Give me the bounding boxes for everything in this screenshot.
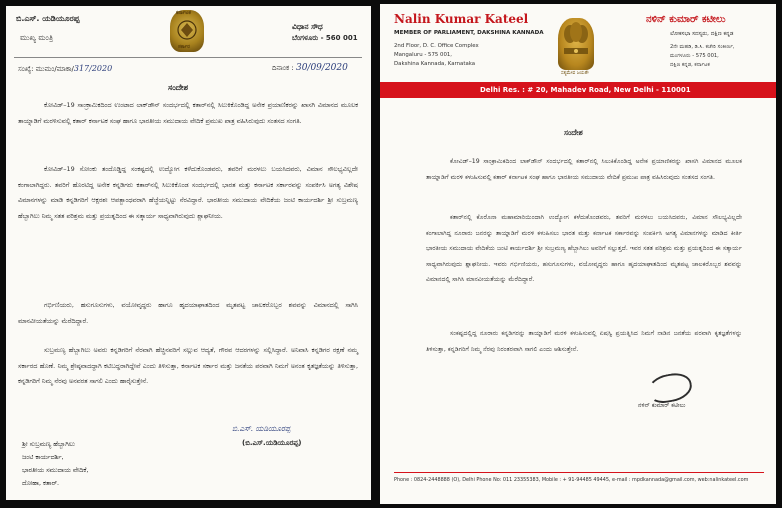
address-line: ದಕ್ಷಿಣ ಕನ್ನಡ, ಕರ್ನಾಟಕ [670, 62, 710, 68]
ref-label: ಸಂಖ್ಯೆ: ಮುಮಂ/ಮಾಕಾ/ [18, 65, 74, 73]
address-line-1: ವಿಧಾನ ಸೌಧ [292, 22, 323, 31]
recipient-line: ಜಂಟಿ ಕಾರ್ಯದರ್ಶಿ, [22, 453, 64, 461]
signatory-name: (ಬಿ.ಎಸ್.ಯಡಿಯೂರಪ್ಪ) [242, 439, 302, 447]
emblem-motto: ಸತ್ಯಮೇವ ಜಯತೇ [561, 71, 589, 76]
mp-title-kn: ಲೋಕಸಭಾ ಸದಸ್ಯರು, ದಕ್ಷಿಣ ಕನ್ನಡ [670, 31, 734, 37]
delhi-residence-bar [380, 82, 776, 98]
ashoka-emblem-icon [558, 18, 594, 70]
letter-date [272, 64, 348, 73]
header-title: ಮುಖ್ಯ ಮಂತ್ರಿ [20, 33, 54, 42]
paragraph-2: ಕತಾರ್‌ನಲ್ಲಿ ಕೊರೊನಾ ಮಹಾಮಾರಿಯಿಂದಾಗಿ ಉದ್ಯೋಗ ಕಳೆದುಕೊಂಡವರು, ತವರಿಗೆ ಮರಳಲು ಬಯಸಿದವರು, ವಿಮಾನ ಸೌಲಭ್ಯವಿಲ್ಲದೇ ಕಂಗಾಲಾಗಿದ್ದ ನೂರಾರು ಜನರನ್ನು ತಾಯ್ನಾಡಿಗೆ ಮರಳಿ ಕಳುಹಿಸಲು ಭಾರತ ಮತ್ತು ಕರ್ನಾಟಕ ಸರ್ಕಾರವನ್ನು ಸಂಪರ್ಕಿಸಿ ಅಗತ್ಯ ವಿಮಾನಗಳನ್ನು ಮಾಡಿದ ಕೀರ್ತಿ ಭಾರತೀಯ ಸಮುದಾಯ ವೇದಿಕೆಯ ಜಂಟಿ ಕಾರ್ಯದರ್ಶಿ ಶ್ರೀ ಸುಬ್ರಮಣ್ಯ ಹೆಬ್ಬಾಗಿಲು ಅವರಿಗೆ ಸಲ್ಲುತ್ತದೆ. ಇವರ ಸತತ ಪರಿಶ್ರಮ ಮತ್ತು ಪ್ರಯತ್ನದಿಂದ ಈ ಸತ್ಕಾರ್ಯ ಸಾಧ್ಯವಾಗಿರುವುದು ಶ್ಲಾಘನೀಯ. ಇವರು ಗರ್ಭಿಣಿಯರು, ಹಸುಗೂಸುಗಳು, ವಯೋವೃದ್ಧರು ಹಾಗೂ ಹೃದಯಾಘಾತದಿಂದ ಮೃತಪಟ್ಟ ಚಾಲಕರೊಬ್ಬರ ಶವವನ್ನು ವಿಮಾನದಲ್ಲಿ ಸಾಗಿಸಿ ಮಾನವೀಯತೆಯನ್ನು ಮೆರೆದಿದ್ದಾರೆ. [426, 214, 742, 283]
signature-icon [646, 370, 694, 405]
footer-contact: Phone : 0824-2448888 (O), Delhi Phone No: 011 23355383, Mobile : + 91-94485 49445, e-mail : mpdkannada@gmail.com, web:nalinkateel.com [394, 477, 749, 483]
emblem-bottom-text: ಸರ್ಕಾರ [178, 44, 190, 50]
delhi-residence: Delhi Res. : # 20, Mahadev Road, New Delhi - 110001 [480, 86, 691, 94]
header-divider [14, 57, 362, 58]
ref-value: 317/2020 [73, 64, 113, 73]
address-line-2: ಬೆಂಗಳೂರು - 560 001 [292, 34, 358, 42]
header-name: ಬಿ.ಎಸ್. ಯಡಿಯೂರಪ್ಪ [16, 14, 80, 23]
mp-address-kn [670, 43, 735, 70]
recipient-line: ಭಾರತೀಯ ಸಮುದಾಯ ವೇದಿಕೆ, [22, 466, 89, 474]
recipient-line: ಶ್ರೀ ಸುಬ್ರಮಣ್ಯ ಹೆಬ್ಬಾಗಿಲು [22, 440, 75, 448]
footer-divider [394, 472, 764, 473]
signatory-name: ನಳಿನ್ ಕುಮಾರ್ ಕಟೀಲು [638, 402, 686, 409]
paragraph-1: ಕೋವಿಡ್–19 ಸಾಂಕ್ರಾಮಿಕದಿಂದ ಲಾಕ್‌ಡೌನ್ ಸಂದರ್ಭದಲ್ಲಿ ಕತಾರ್‌ನಲ್ಲಿ ಸಿಲುಕಿಕೊಂಡಿದ್ದ ಅನೇಕ ಪ್ರಯಾಣಿಕರನ್ನು ಖಾಸಗಿ ವಿಮಾನದ ಮೂಲಕ ತಾಯ್ನಾಡಿಗೆ ಮರಳಿ ಕಳುಹಿಸುವಲ್ಲಿ ಕತಾರ್ ಕರ್ನಾಟಕ ಸಂಘ ಹಾಗೂ ಭಾರತೀಯ ಸಮುದಾಯ ವೇದಿಕೆ ಪ್ರಮುಖ ಪಾತ್ರ ವಹಿಸಿರುವುದು ಸಂತಸದ ಸಂಗತಿ. [426, 158, 742, 181]
date-label: ದಿನಾಂಕ : [272, 64, 294, 72]
emblem-top-text: ಕರ್ನಾಟಕ [176, 10, 191, 16]
paragraph-1: ಕೋವಿಡ್–19 ಸಾಂಕ್ರಾಮಿಕದಿಂದ ಉಂಟಾದ ಲಾಕ್‌ಡೌನ್ ಸಂದರ್ಭದಲ್ಲಿ ಕತಾರ್‌ನಲ್ಲಿ ಸಿಲುಕಿಕೊಂಡಿದ್ದ ಅನೇಕ ಪ್ರಯಾಣಿಕರನ್ನು ಖಾಸಗಿ ವಿಮಾನದ ಮೂಲಕ ತಾಯ್ನಾಡಿಗೆ ಮರಳಿಸುವಲ್ಲಿ ಕತಾರ್ ಕರ್ನಾಟಕ ಸಂಘ ಹಾಗೂ ಭಾರತೀಯ ಸಮುದಾಯ ವೇದಿಕೆ ಪ್ರಮುಖ ಪಾತ್ರ ವಹಿಸಿರುವುದು ಸಂತಸದ ಸಂಗತಿ. [18, 101, 358, 125]
mp-name-en: Nalin Kumar Kateel [394, 12, 529, 26]
address-line: Mangaluru - 575 001, [394, 52, 453, 58]
address-line: Dakshina Kannada, Karnataka [394, 61, 476, 67]
mp-address-en [394, 42, 479, 69]
address-line: 2nd Floor, D. C. Office Complex [394, 43, 479, 49]
paragraph-4: ಸುಬ್ರಮಣ್ಯ ಹೆಬ್ಬಾಗಿಲು ಅವರು ಕನ್ನಡಿಗರಿಗೆ ನೆರವಾಗಿ ಹೆಚ್ಚಿನವರಿಗೆ ಸಲ್ಲುವ ಆದ್ಯತೆ, ಗೌರವ ಆದರಗಳನ್ನು ಸಲ್ಲಿಸಿದ್ದಾರೆ. ಅನಿವಾಸಿ ಕನ್ನಡಿಗರ ರಕ್ಷಣೆ ನಮ್ಮ ಸರ್ಕಾರದ ಹೊಣೆ. ನಿಮ್ಮ ಶ್ರೇಷ್ಠವಾದದ್ದಾಗಿ ಕಟಿಬದ್ಧರಾಗಿದ್ದೇವೆ ಎಂದು ತಿಳಿಸುತ್ತಾ, ಕರ್ನಾಟಕ ಸರ್ಕಾರ ಮತ್ತು ಜನತೆಯ ಪರವಾಗಿ ನಿಮಗೆ ಅನಂತ ಕೃತಜ್ಞತೆಯನ್ನು ತಿಳಿಸುತ್ತಾ, ಕನ್ನಡಿಗರಿಗೆ ನಿಮ್ಮ ನೆರವು ಅನವರತ ಸಾಗಲಿ ಎಂದು ಹಾರೈಸುತ್ತೇನೆ. [18, 346, 358, 385]
paragraph-2: ಕೋವಿಡ್–19 ಸೋಂಕು ತಂದೊಡ್ಡಿದ್ದ ಸಂಕಷ್ಟದಲ್ಲಿ ಉದ್ಯೋಗ ಕಳೆದುಕೊಂಡವರು, ತವರಿಗೆ ಮರಳಲು ಬಯಸಿದವರು, ವಿಮಾನ ಸೌಲಭ್ಯವಿಲ್ಲದೇ ಕಂಗಾಲಾಗಿದ್ದರು. ತವರಿಗೆ ಹೊರಟಿದ್ದ ಅನೇಕ ಕನ್ನಡಿಗರು ಕತಾರ್‌ನಲ್ಲಿ ಸಿಲುಕಿಕೊಂಡ ಸಂದರ್ಭದಲ್ಲಿ ಭಾರತ ಮತ್ತು ಕರ್ನಾಟಕ ಸರ್ಕಾರವನ್ನು ಸಂಪರ್ಕಿಸಿ ಅಗತ್ಯ ವಿಶೇಷ ವಿಮಾನಗಳನ್ನು ಮಾಡಿ ಕನ್ನಡಿಗರಿಗೆ ಆಕ್ಷರಶಃ ಆಪತ್ಭಾಂಧವರಾಗಿ ಹೆಜ್ಜೆಯನ್ನಿಟ್ಟು ನೆರವಿದ್ದಾರೆ. ಭಾರತೀಯ ಸಮುದಾಯ ವೇದಿಕೆಯ ಜಂಟಿ ಕಾರ್ಯದರ್ಶಿ ಶ್ರೀ ಸುಬ್ರಮಣ್ಯ ಹೆಬ್ಬಾಗಿಲು ನಿಮ್ಮ ಸತತ ಪರಿಶ್ರಮ ಮತ್ತು ಪ್ರಯತ್ನದಿಂದ ಈ ಸತ್ಕಾರ್ಯ ಸಾಧ್ಯವಾಗಿರುವುದು ಶ್ಲಾಘನೀಯ. [18, 165, 358, 220]
mp-letter [380, 4, 776, 504]
paragraph-3: ಸಂಕಷ್ಟದಲ್ಲಿದ್ದ ನೂರಾರು ಕನ್ನಡಿಗರನ್ನು ತಾಯ್ನಾಡಿಗೆ ಮರಳಿ ಕಳುಹಿಸುವಲ್ಲಿ ಏಷಸ್ವಿ ಪ್ರಯತ್ನಿಸಿದ ನಿಮಗೆ ನಾಡಿನ ಜನತೆಯ ಪರವಾಗಿ ಕೃತಜ್ಞತೆಗಳನ್ನು ತಿಳಿಸುತ್ತಾ, ಕನ್ನಡಿಗರಿಗೆ ನಿಮ್ಮ ನೆರವು ನಿರಂತರವಾಗಿ ಸಾಗಲಿ ಎಂದು ಆಶಿಸುತ್ತೇನೆ. [426, 330, 742, 353]
subject-heading: ಸಂದೇಶ [564, 128, 583, 137]
address-line: 2ನೇ ಮಹಡಿ, ಡಿ.ಸಿ. ಕಚೇರಿ ಸಂಕೀರ್ಣ, [670, 44, 735, 50]
address-line: ಮಂಗಳೂರು - 575 001, [670, 53, 719, 59]
subject-heading: ಸಂದೇಶ [168, 83, 188, 92]
mp-title-en: MEMBER OF PARLIAMENT, DAKSHINA KANNADA [394, 30, 544, 36]
reference-number [18, 65, 112, 73]
paragraph-3: ಗರ್ಭಿಣಿಯರು, ಹಸುಗೂಸುಗಳು, ವಯೋವೃದ್ಧರು ಹಾಗೂ ಹೃದಯಾಘಾತದಿಂದ ಮೃತಪಟ್ಟ ಚಾಲಕರೊಬ್ಬರ ಶವವನ್ನು ವಿಮಾನದಲ್ಲಿ ಸಾಗಿಸಿ ಮಾನವೀಯತೆಯನ್ನು ಮೆರೆದಿದ್ದಾರೆ. [18, 301, 358, 325]
recipient-block [22, 438, 88, 490]
signature: ಬಿ.ಎಸ್. ಯಡಿಯೂರಪ್ಪ [232, 424, 291, 433]
cm-letter [6, 6, 371, 500]
date-value: 30/09/2020 [295, 63, 348, 73]
mp-name-kn: ನಳಿನ್ ಕುಮಾರ್ ಕಟೀಲು [646, 14, 726, 25]
recipient-line: ದೋಹಾ, ಕತಾರ್. [22, 479, 60, 487]
